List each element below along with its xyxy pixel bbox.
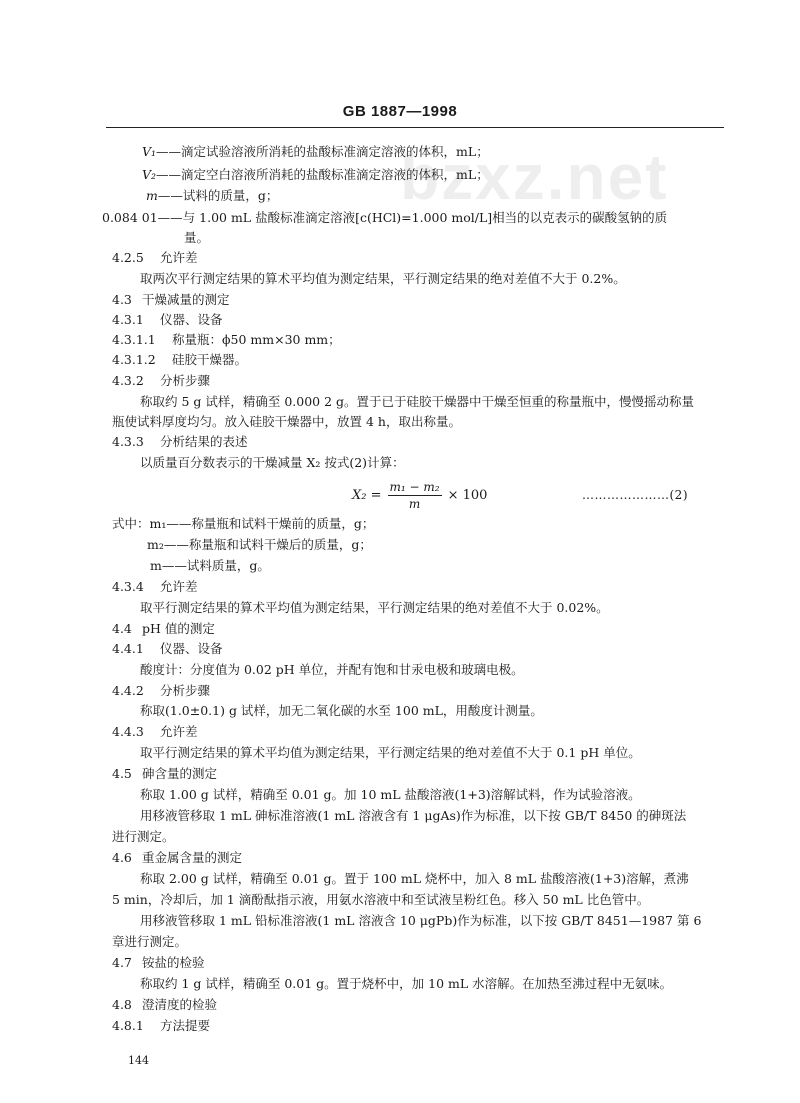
watermark-text: bzxz.net [400, 141, 669, 213]
section-4-3-1-heading: 4.3.1 仪器、设备 [112, 312, 223, 327]
formula-factor: × 100 [447, 488, 488, 503]
section-4-4-heading: 4.4 pH 值的测定 [112, 621, 215, 636]
page-header-standard-number: GB 1887—1998 [342, 103, 458, 120]
section-4-3-2-heading: 4.3.2 分析步骤 [112, 373, 211, 388]
section-4-7-heading: 4.7 铵盐的检验 [112, 955, 205, 970]
var-def-v2: V₂——滴定空白溶液所消耗的盐酸标准滴定溶液的体积，mL； [142, 167, 489, 182]
section-4-3-3-body: 以质量百分数表示的干燥减量 X₂ 按式(2)计算： [140, 455, 405, 470]
section-4-4-3-heading: 4.4.3 允许差 [112, 724, 198, 739]
section-4-3-4-body: 取平行测定结果的算术平均值为测定结果，平行测定结果的绝对差值不大于 0.02%。 [140, 600, 609, 615]
section-4-3-3-heading: 4.3.3 分析结果的表述 [112, 434, 248, 449]
section-4-6-body-line-1: 称取 2.00 g 试样，精确至 0.01 g。置于 100 mL 烧杯中，加入 8 mL 盐酸溶液(1+3)溶解，煮沸 [140, 871, 689, 886]
section-4-4-3-body: 取平行测定结果的算术平均值为测定结果，平行测定结果的绝对差值不大于 0.1 pH 单位。 [140, 745, 641, 760]
formula-fraction [388, 480, 442, 511]
page-number: 144 [128, 1054, 149, 1067]
section-4-3-2-body-line-1: 称取约 5 g 试样，精确至 0.000 2 g。置于已于硅胶干燥器中干燥至恒重的称量瓶中，慢慢摇动称量 [140, 394, 695, 409]
section-4-4-1-body: 酸度计：分度值为 0.02 pH 单位，并配有饱和甘汞电极和玻璃电极。 [140, 662, 524, 677]
var-def-m: m——试料的质量，g； [146, 188, 279, 203]
var-def-v1: V₁——滴定试验溶液所消耗的盐酸标准滴定溶液的体积，mL； [142, 144, 489, 159]
where-line-m: m——试料质量，g。 [150, 558, 270, 573]
section-4-3-4-heading: 4.3.4 允许差 [112, 579, 198, 594]
section-4-5-body-line-2: 用移液管移取 1 mL 砷标准溶液(1 mL 溶液含有 1 μgAs)作为标准，以下按 GB/T 8450 的砷斑法 [140, 808, 687, 823]
section-4-5-body-line-1: 称取 1.00 g 试样，精确至 0.01 g。加 10 mL 盐酸溶液(1+3)溶解试料，作为试验溶液。 [140, 787, 641, 802]
where-line-m2: m₂——称量瓶和试料干燥后的质量，g； [147, 537, 372, 552]
section-4-4-1-heading: 4.4.1 仪器、设备 [112, 641, 223, 656]
header-rule [106, 127, 724, 128]
formula-lhs: X₂ = [352, 488, 382, 503]
formula-numerator: m₁ − m₂ [389, 480, 440, 494]
section-4-6-body-line-2: 5 min，冷却后，加 1 滴酚酞指示液，用氨水溶液中和至试液呈粉红色。移入 50 mL 比色管中。 [112, 892, 650, 907]
section-4-3-2-body-line-2: 瓶使试料厚度均匀。放入硅胶干燥器中，放置 4 h，取出称量。 [112, 414, 461, 429]
section-4-6-body-line-4: 章进行测定。 [112, 934, 188, 949]
section-4-3-heading: 4.3 干燥减量的测定 [112, 292, 230, 307]
formula-denominator: m [408, 497, 421, 511]
section-4-4-2-heading: 4.4.2 分析步骤 [112, 683, 211, 698]
var-def-constant-cont: 量。 [184, 230, 210, 245]
formula-2 [352, 480, 487, 511]
section-4-7-body: 称取约 1 g 试样，精确至 0.01 g。置于烧杯中，加 10 mL 水溶解。在加热至沸过程中无氨味。 [140, 976, 673, 991]
section-4-6-body-line-3: 用移液管移取 1 mL 铅标准溶液(1 mL 溶液含 10 μgPb)作为标准，以下按 GB/T 8451—1987 第 6 [140, 913, 702, 928]
equation-number: …………………(2) [582, 488, 688, 502]
var-def-constant: 0.084 01——与 1.00 mL 盐酸标准滴定溶液[c(HCl)=1.000 mol/L]相当的以克表示的碳酸氢钠的质 [102, 210, 668, 225]
section-4-8-heading: 4.8 澄清度的检验 [112, 997, 218, 1012]
section-4-8-1-heading: 4.8.1 方法提要 [112, 1018, 211, 1033]
section-4-3-1-1-heading: 4.3.1.1 称量瓶：ϕ50 mm×30 mm； [112, 332, 341, 347]
section-4-4-2-body: 称取(1.0±0.1) g 试样，加无二氧化碳的水至 100 mL，用酸度计测量。 [140, 703, 543, 718]
section-4-3-1-2-heading: 4.3.1.2 硅胶干燥器。 [112, 352, 248, 367]
section-4-2-5-heading: 4.2.5 允许差 [112, 250, 198, 265]
section-4-5-body-line-3: 进行测定。 [112, 829, 175, 844]
section-4-2-5-body: 取两次平行测定结果的算术平均值为测定结果，平行测定结果的绝对差值不大于 0.2%。 [140, 271, 626, 286]
section-4-5-heading: 4.5 砷含量的测定 [112, 766, 218, 781]
section-4-6-heading: 4.6 重金属含量的测定 [112, 850, 243, 865]
where-line-m1: 式中：m₁——称量瓶和试料干燥前的质量，g； [112, 516, 375, 531]
